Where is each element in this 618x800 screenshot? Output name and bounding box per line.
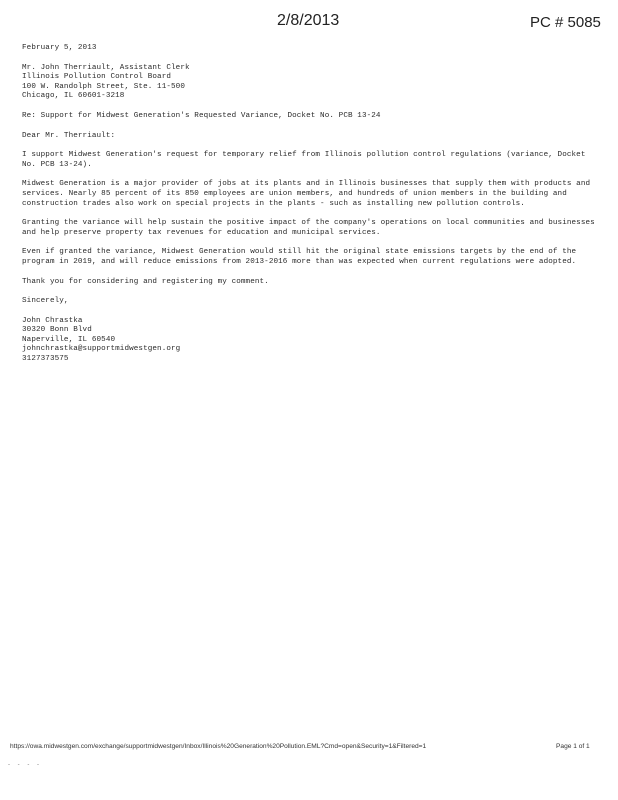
recipient-name: Mr. John Therriault, Assistant Clerk <box>22 63 190 72</box>
footer-url: https://owa.midwestgen.com/exchange/supportmidwestgen/Inbox/Illinois%20Generation%20Pollution.EML?Cmd=open&Security=1&Filtered=1 <box>10 743 427 750</box>
signer-street: 30320 Bonn Blvd <box>22 326 92 335</box>
signer-name: John Chrastka <box>22 316 83 325</box>
paragraph: Midwest Generation is a major provider of jobs at its plants and in Illinois businesses that supply them with products and services. Nearly 85 percent of its 850 employees are union members, and hundreds of union members in the building and construction trades also work on special projects in the plants - such as installing new pollution controls. <box>22 180 591 208</box>
signer-city: Naperville, IL 60540 <box>22 335 116 344</box>
paragraph: I support Midwest Generation's request for temporary relief from Illinois pollution control regulations (variance, Docket No. PCB 13-24). <box>22 151 586 169</box>
footer-page-number: Page 1 of 1 <box>556 743 590 750</box>
signer-phone: 3127373575 <box>22 355 69 364</box>
recipient-address-block <box>22 64 602 102</box>
signer-email: johnchrastka@supportmidwestgen.org <box>22 345 181 354</box>
paragraph: Even if granted the variance, Midwest Generation would still hit the original state emissions targets by the end of the program in 2019, and will reduce emissions from 2013-2016 more than was expected when current regulations were adopted. <box>22 248 577 266</box>
public-comment-number: PC # 5085 <box>530 14 601 31</box>
closing: Sincerely, <box>22 297 69 306</box>
recipient-street: 100 W. Randolph Street, Ste. 11-500 <box>22 82 185 91</box>
salutation: Dear Mr. Therriault: <box>22 131 116 140</box>
recipient-organization: Illinois Pollution Control Board <box>22 73 172 82</box>
fax-date-stamp: 2/8/2013 <box>277 12 340 29</box>
letter-body <box>22 44 602 365</box>
paragraph: Granting the variance will help sustain the positive impact of the company's operations on local communities and businesses and help preserve property tax revenues for education and municipal services. <box>22 219 595 237</box>
letter-date: February 5, 2013 <box>22 44 97 52</box>
signature-block <box>22 317 602 365</box>
paragraph: Thank you for considering and registering my comment. <box>22 277 269 286</box>
subject-line: Re: Support for Midwest Generation's Requested Variance, Docket No. PCB 13-24 <box>22 111 381 120</box>
recipient-city: Chicago, IL 60601-3218 <box>22 92 125 101</box>
scan-marks: - - - - <box>8 762 42 768</box>
